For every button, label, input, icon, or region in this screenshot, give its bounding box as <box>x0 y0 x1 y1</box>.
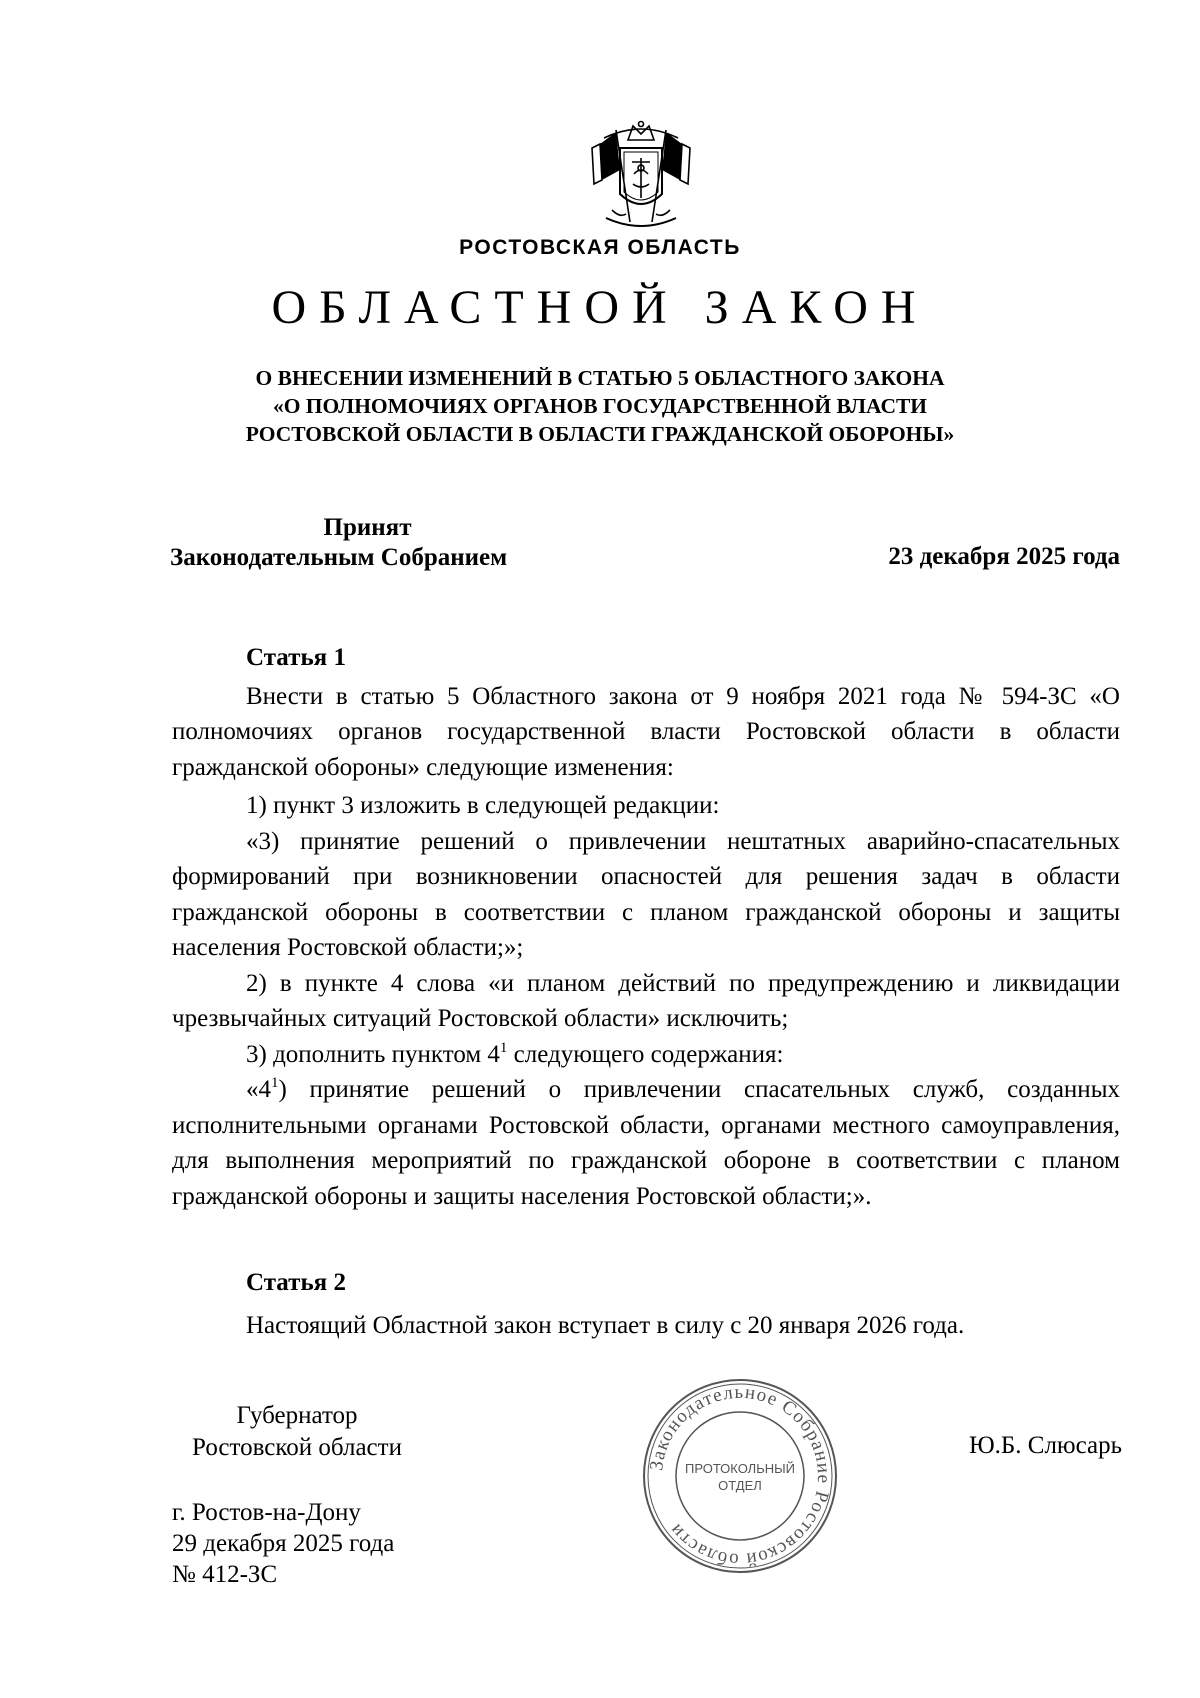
article-1-item-2: 2) в пункте 4 слова «и планом действий по предупреждению и ликвидации чрезвычайных ситуаций Ростовской области» исключить; <box>172 969 1120 1032</box>
document-type: ОБЛАСТНОЙ ЗАКОН <box>271 281 929 334</box>
adoption-block <box>170 513 570 573</box>
place-date-number <box>172 1497 394 1590</box>
item-3-sup: 1 <box>499 1039 508 1056</box>
signatory-position <box>172 1400 422 1464</box>
title-line: О ВНЕСЕНИИ ИЗМЕНЕНИЙ В СТАТЬЮ 5 ОБЛАСТНОГО ЗАКОНА <box>255 366 945 390</box>
item-3-text-body: ) принятие решений о привлечении спасательных служб, созданных исполнительными органами Ростовской области, органами местного самоуправления, для выполнения мероприятий по гражданской обороне в соответствии с планом гражданской обороны и защиты населения Ростовской области;». <box>172 1076 1120 1210</box>
title-line: «О ПОЛНОМОЧИЯХ ОРГАНОВ ГОСУДАРСТВЕННОЙ ВЛАСТИ <box>272 394 928 418</box>
article-2 <box>172 1265 1120 1343</box>
signing-date: 29 декабря 2025 года <box>172 1530 395 1557</box>
seal-ring-text: Законодательное Собрание Ростовской области <box>646 1381 835 1571</box>
item-3-text-prefix: «4 <box>246 1076 271 1103</box>
svg-text:Законодательное Собрание Росто <box>646 1382 834 1570</box>
article-1-heading: Статья 1 <box>246 644 346 671</box>
adoption-date: 23 декабря 2025 года <box>888 543 1120 570</box>
article-1-intro: Внести в статью 5 Областного закона от 9 ноября 2021 года № 594-ЗС «О полномочиях органов государственной власти Ростовской области в области гражданской обороны» следующие изменения: <box>172 682 1120 781</box>
official-seal <box>640 1376 840 1576</box>
article-1-item-1: 1) пункт 3 изложить в следующей редакции: <box>246 792 720 819</box>
adopted-by: Законодательным Собранием <box>170 544 508 571</box>
article-1-item-3-text <box>172 1072 1120 1214</box>
position-line: Губернатор <box>236 1402 358 1429</box>
article-1 <box>172 640 1120 1214</box>
item-3-suffix: следующего содержания: <box>507 1040 784 1068</box>
title-line: РОСТОВСКОЙ ОБЛАСТИ В ОБЛАСТИ ГРАЖДАНСКОЙ ОБОРОНЫ» <box>245 422 955 446</box>
region-name: РОСТОВСКАЯ ОБЛАСТЬ <box>459 236 741 259</box>
adopted-label: Принят <box>323 514 412 541</box>
document-title <box>150 364 1050 448</box>
city: г. Ростов-на-Дону <box>172 1499 361 1526</box>
article-1-item-3 <box>172 1037 1120 1073</box>
seal-center-line: ПРОТОКОЛЬНЫЙ <box>684 1461 796 1476</box>
item-3-prefix: 3) дополнить пунктом 4 <box>246 1040 500 1068</box>
law-number: № 412-ЗС <box>172 1561 278 1588</box>
seal-center-line: ОТДЕЛ <box>718 1478 762 1493</box>
signatory-name: Ю.Б. Слюсарь <box>968 1432 1122 1459</box>
item-3-text-sup: 1 <box>271 1075 279 1091</box>
article-1-item-1-text: «3) принятие решений о привлечении нештатных аварийно-спасательных формирований при возникновении опасностей для решения задач в области гражданской обороны в соответствии с планом гражданской обороны и защиты населения Ростовской области;»; <box>172 827 1120 961</box>
position-line: Ростовской области <box>192 1434 402 1461</box>
coat-of-arms-icon <box>586 118 696 236</box>
article-2-text: Настоящий Областной закон вступает в силу с 20 января 2026 года. <box>246 1311 965 1339</box>
article-2-heading: Статья 2 <box>246 1269 346 1296</box>
